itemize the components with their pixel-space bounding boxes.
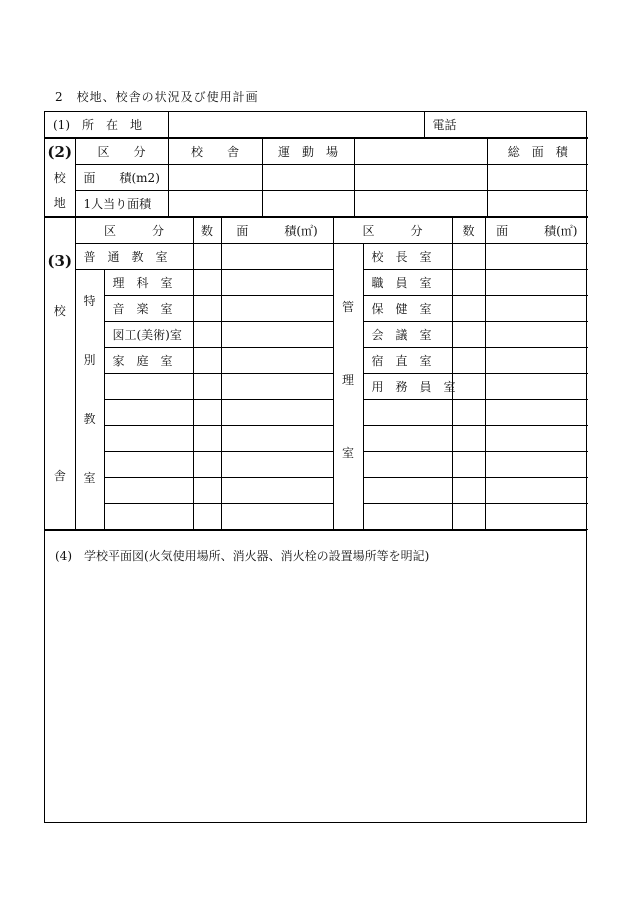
area-blank-cell[interactable] xyxy=(354,165,487,191)
special-room-count[interactable] xyxy=(193,348,221,374)
admin-room-count[interactable] xyxy=(452,348,485,374)
admin-room-label[interactable] xyxy=(363,426,452,452)
special-room-count[interactable] xyxy=(193,400,221,426)
left-header-area: 面 積(㎡) xyxy=(221,218,333,244)
admin-room-label[interactable] xyxy=(363,400,452,426)
special-room-area[interactable] xyxy=(221,270,333,296)
admin-room-area[interactable] xyxy=(485,322,588,348)
admin-room-area[interactable] xyxy=(485,374,588,400)
location-label: (1) 所 在 地 xyxy=(45,112,168,138)
admin-room-count[interactable] xyxy=(452,374,485,400)
special-char-4: 室 xyxy=(83,471,96,485)
section3-title xyxy=(45,218,75,530)
section3-char-2: 舎 xyxy=(53,469,66,483)
special-room-label: 理 科 室 xyxy=(104,270,193,296)
section2-char-1: 校 xyxy=(53,171,66,185)
col-undojo: 運 動 場 xyxy=(262,139,354,165)
special-room-label[interactable] xyxy=(104,504,193,530)
general-classroom-label: 普 通 教 室 xyxy=(75,244,193,270)
special-room-area[interactable] xyxy=(221,426,333,452)
right-header-count: 数 xyxy=(452,218,485,244)
special-room-area[interactable] xyxy=(221,478,333,504)
special-room-area[interactable] xyxy=(221,322,333,348)
col-total: 総 面 積 xyxy=(487,139,588,165)
admin-room-area[interactable] xyxy=(485,504,588,530)
pp-undojo-cell[interactable] xyxy=(262,191,354,217)
right-header-area: 面 積(㎡) xyxy=(485,218,588,244)
admin-room-count[interactable] xyxy=(452,270,485,296)
admin-char-2: 理 xyxy=(342,373,355,387)
special-room-area[interactable] xyxy=(221,348,333,374)
admin-room-label: 職 員 室 xyxy=(363,270,452,296)
special-room-label[interactable] xyxy=(104,374,193,400)
admin-char-3: 室 xyxy=(342,446,355,460)
special-room-label[interactable] xyxy=(104,478,193,504)
area-total-cell[interactable] xyxy=(487,165,588,191)
section4-label: (4) 学校平面図(火気使用場所、消火器、消火栓の設置場所等を明記) xyxy=(55,549,430,563)
special-room-count[interactable] xyxy=(193,452,221,478)
admin-room-count[interactable] xyxy=(452,478,485,504)
col-kosha: 校 舎 xyxy=(168,139,262,165)
section2-table xyxy=(45,138,588,217)
special-room-count[interactable] xyxy=(193,374,221,400)
general-classroom-count[interactable] xyxy=(193,244,221,270)
admin-room-count[interactable] xyxy=(452,452,485,478)
pp-kosha-cell[interactable] xyxy=(168,191,262,217)
admin-room-label: 宿 直 室 xyxy=(363,348,452,374)
special-room-label[interactable] xyxy=(104,452,193,478)
special-char-3: 教 xyxy=(83,412,96,426)
page-heading: 2 校地、校舎の状況及び使用計画 xyxy=(55,90,259,104)
section4-floorplan[interactable] xyxy=(45,530,586,797)
admin-room-count[interactable] xyxy=(452,400,485,426)
special-char-2: 別 xyxy=(83,353,96,367)
admin-room-label: 会 議 室 xyxy=(363,322,452,348)
special-room-count[interactable] xyxy=(193,478,221,504)
general-classroom-area[interactable] xyxy=(221,244,333,270)
row-per-person-label: 1人当り面積 xyxy=(75,191,168,217)
admin-room-area[interactable] xyxy=(485,478,588,504)
right-header-kubun: 区 分 xyxy=(333,218,452,244)
special-room-count[interactable] xyxy=(193,270,221,296)
col-blank xyxy=(354,139,487,165)
special-room-area[interactable] xyxy=(221,296,333,322)
form-frame xyxy=(44,111,587,823)
location-field[interactable] xyxy=(168,112,424,138)
admin-room-area[interactable] xyxy=(485,400,588,426)
admin-char-1: 管 xyxy=(342,300,355,314)
admin-room-label[interactable] xyxy=(363,452,452,478)
admin-room-count[interactable] xyxy=(452,296,485,322)
special-room-label: 図工(美術)室 xyxy=(104,322,193,348)
special-room-area[interactable] xyxy=(221,504,333,530)
special-title xyxy=(75,270,104,530)
special-room-label: 音 楽 室 xyxy=(104,296,193,322)
section3-table xyxy=(45,217,588,530)
section2-number: (2) xyxy=(47,143,73,161)
special-room-count[interactable] xyxy=(193,322,221,348)
admin-room-label: 用 務 員 室 xyxy=(363,374,452,400)
pp-total-cell[interactable] xyxy=(487,191,588,217)
col-kubun: 区 分 xyxy=(75,139,168,165)
left-header-kubun: 区 分 xyxy=(75,218,193,244)
area-kosha-cell[interactable] xyxy=(168,165,262,191)
special-room-count[interactable] xyxy=(193,296,221,322)
left-header-count: 数 xyxy=(193,218,221,244)
special-room-label[interactable] xyxy=(104,400,193,426)
special-room-area[interactable] xyxy=(221,452,333,478)
area-undojo-cell[interactable] xyxy=(262,165,354,191)
section1-table xyxy=(45,112,588,138)
admin-room-area[interactable] xyxy=(485,426,588,452)
admin-title xyxy=(333,244,363,530)
section2-char-2: 地 xyxy=(53,196,66,210)
section2-title xyxy=(45,139,75,217)
admin-room-area[interactable] xyxy=(485,296,588,322)
admin-room-label[interactable] xyxy=(363,504,452,530)
special-room-label[interactable] xyxy=(104,426,193,452)
special-room-count[interactable] xyxy=(193,504,221,530)
admin-room-count[interactable] xyxy=(452,244,485,270)
pp-blank-cell[interactable] xyxy=(354,191,487,217)
admin-room-count[interactable] xyxy=(452,504,485,530)
admin-room-label[interactable] xyxy=(363,478,452,504)
phone-field[interactable] xyxy=(424,112,588,138)
admin-room-count[interactable] xyxy=(452,426,485,452)
section3-number: (3) xyxy=(47,252,73,270)
phone-label: 電話 xyxy=(432,118,457,132)
admin-room-area[interactable] xyxy=(485,244,588,270)
admin-room-label: 保 健 室 xyxy=(363,296,452,322)
special-char-1: 特 xyxy=(83,294,96,308)
special-room-label: 家 庭 室 xyxy=(104,348,193,374)
row-area-label: 面 積(m2) xyxy=(75,165,168,191)
special-room-area[interactable] xyxy=(221,400,333,426)
admin-room-label: 校 長 室 xyxy=(363,244,452,270)
admin-room-area[interactable] xyxy=(485,452,588,478)
admin-room-area[interactable] xyxy=(485,270,588,296)
special-room-count[interactable] xyxy=(193,426,221,452)
special-room-area[interactable] xyxy=(221,374,333,400)
admin-room-count[interactable] xyxy=(452,322,485,348)
section3-char-1: 校 xyxy=(53,304,66,318)
admin-room-area[interactable] xyxy=(485,348,588,374)
